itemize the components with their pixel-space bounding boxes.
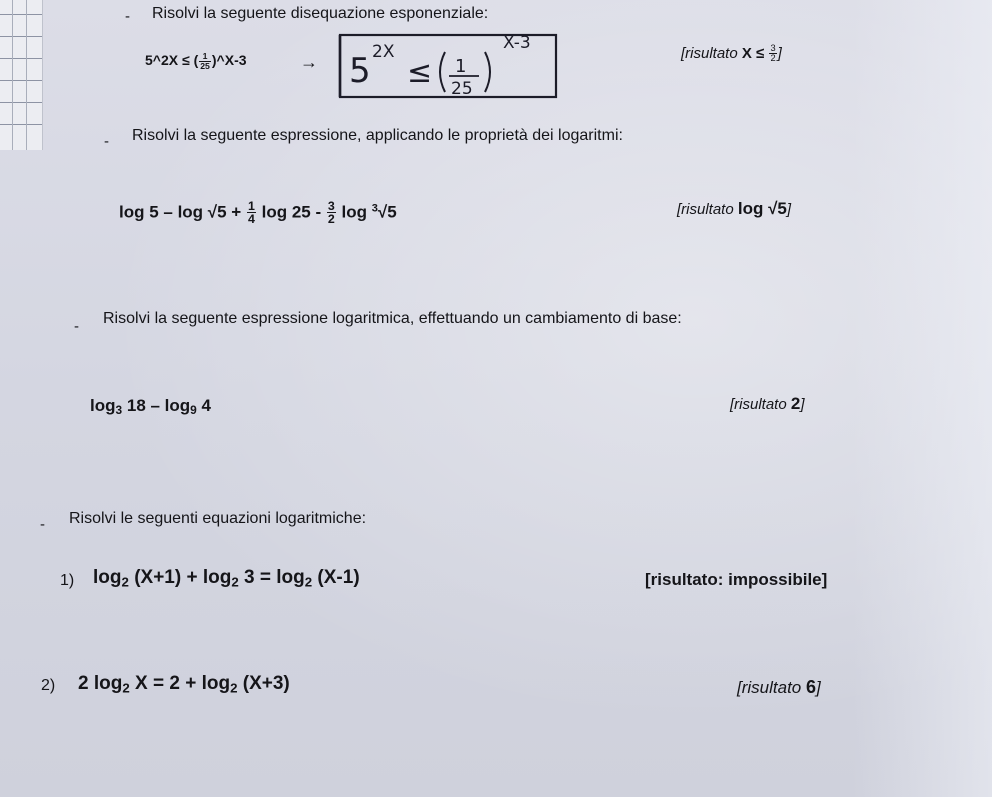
hand-num: 1 <box>455 56 467 77</box>
bullet-2: - <box>104 133 109 150</box>
bullet-1: - <box>125 8 130 25</box>
heading-1: Risolvi la seguente disequazione esponenziale: <box>152 5 489 22</box>
hand-op: ≤ <box>407 55 433 90</box>
result-4-1: [risultato: impossibile] <box>645 570 828 589</box>
result-3: [risultato 2] <box>730 394 805 413</box>
item-number-1: 1) <box>60 572 75 589</box>
hand-outer-exp: X-3 <box>503 33 531 53</box>
heading-2: Risolvi la seguente espressione, applicando le proprietà dei logaritmi: <box>132 127 623 144</box>
result-1: [risultato X ≤ $\frac{3}{2}$ ] <box>681 43 782 64</box>
equation-2: 2 $\log_2 X = 2 + \log_2 (X+3)$ <box>78 673 290 696</box>
log-expression-2: log 5 – log √5 + $\frac{1}{4}$ log 25 - $\frac{3}{2}$ log $^3$√5 <box>119 199 397 227</box>
notebook-edge <box>0 0 43 150</box>
handwritten-inequality-box <box>337 30 559 100</box>
inequality-typed: 5^2X ≤ ( $\frac{1}{25}$ )^X-3 <box>145 51 247 71</box>
item-number-2: 2) <box>41 677 56 694</box>
log-expression-3: $\log_3 18 - \log_9 4$ <box>90 396 211 417</box>
equation-1: $\log_2 (X+1) + \log_2 3 = \log_2 (X-1)$ <box>93 567 360 590</box>
arrow-icon: → <box>300 52 318 72</box>
hand-den: 25 <box>451 79 473 99</box>
bullet-3: - <box>74 318 79 335</box>
bullet-4: - <box>40 516 45 533</box>
hand-exp: 2X <box>372 42 395 62</box>
result-2: [risultato log √5] <box>677 199 792 218</box>
page-shadow <box>852 0 992 797</box>
result-4-2: [risultato 6] <box>737 677 821 697</box>
heading-4: Risolvi le seguenti equazioni logaritmiche: <box>69 510 367 527</box>
heading-3: Risolvi la seguente espressione logaritmica, effettuando un cambiamento di base: <box>103 310 682 327</box>
hand-base: 5 <box>349 51 371 91</box>
